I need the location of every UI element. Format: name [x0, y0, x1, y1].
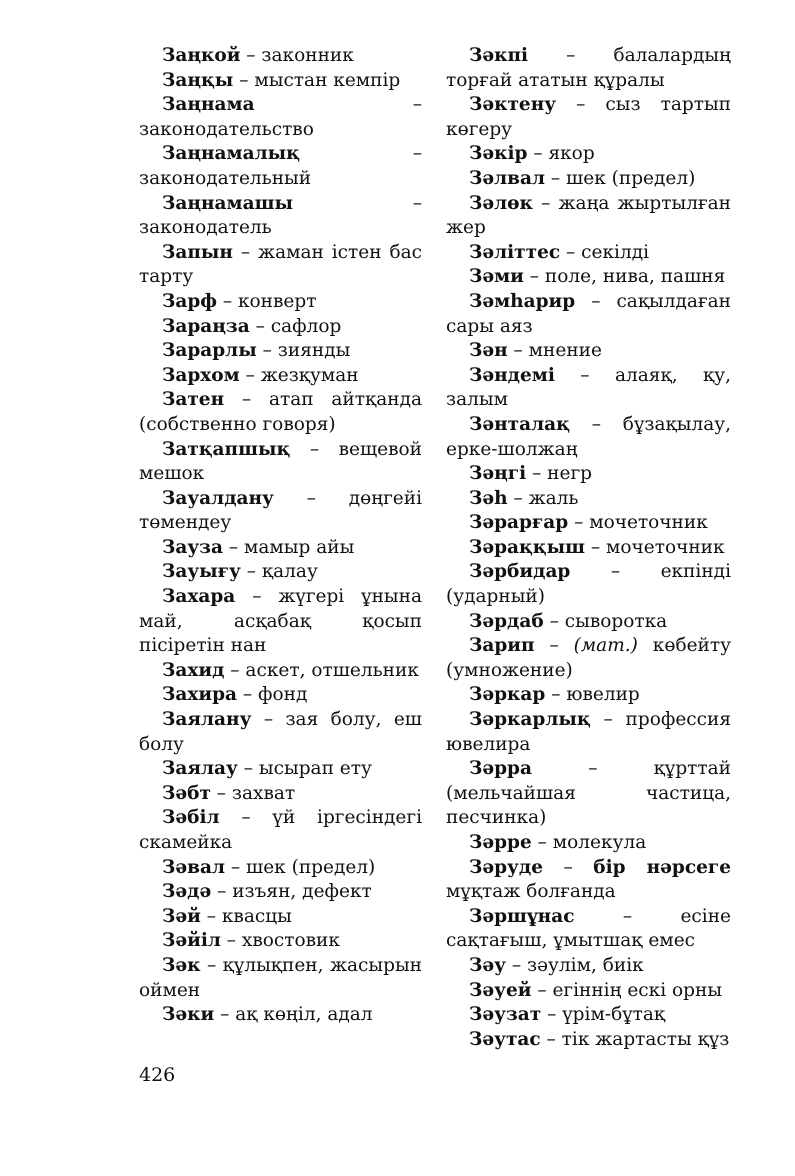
headword: Заңқы: [162, 69, 234, 91]
dictionary-entry: [139, 929, 422, 954]
dictionary-entry: [139, 69, 422, 94]
definition: – негр: [526, 463, 592, 485]
dictionary-entry: [446, 413, 731, 462]
dictionary-entry: [446, 192, 731, 241]
dictionary-entry: [139, 659, 422, 684]
dictionary-entry: [139, 954, 422, 1003]
headword: Зәңгі: [469, 463, 527, 485]
dictionary-entry: [139, 241, 422, 290]
definition: – үй іргесіндегі скамейка: [139, 807, 422, 853]
headword: Зәрбидар: [469, 561, 571, 583]
dictionary-entry: [139, 192, 422, 241]
dictionary-entry: [139, 339, 422, 364]
dictionary-entry: [446, 290, 731, 339]
dictionary-entry: [139, 782, 422, 807]
headword: Зәркар: [469, 684, 546, 706]
dictionary-entry: [446, 265, 731, 290]
dictionary-entry: [139, 142, 422, 191]
definition: – молекула: [531, 832, 647, 853]
right-column: [446, 44, 731, 1052]
definition: – атап айтқанда (собственно говоря): [139, 389, 422, 435]
headword: Зәктену: [469, 94, 557, 116]
definition: – үрім-бұтақ: [541, 1004, 666, 1026]
definition: – шек (предел): [545, 167, 696, 189]
definition: – құрттай (мельчайшая частица, песчинка): [446, 758, 731, 829]
definition: – ысырап ету: [237, 758, 372, 780]
dictionary-entry: [139, 536, 422, 561]
definition: – законник: [240, 45, 354, 66]
definition: – мыстан кемпір: [233, 69, 401, 91]
definition: – құлықпен, жасырын оймен: [139, 954, 422, 1001]
definition: – зиянды: [256, 340, 351, 362]
definition: – тік жартасты құз: [540, 1028, 730, 1050]
definition: – алаяқ, қу, залым: [446, 364, 731, 411]
definition: – балалардың торғай ататын құралы: [446, 45, 731, 91]
dictionary-entry: [446, 241, 731, 266]
headword: Зәми: [469, 266, 524, 288]
headword: Зархом: [162, 364, 240, 386]
dictionary-entry: [446, 364, 731, 413]
definition: – сыз тартып көгеру: [446, 94, 731, 140]
dictionary-entry: [446, 683, 731, 708]
dictionary-entry: [446, 634, 731, 683]
headword: Зәлөк: [469, 192, 533, 214]
definition: – якор: [527, 143, 595, 165]
dictionary-entry: [446, 905, 731, 954]
definition: – дөңгейі төмендеу: [139, 487, 422, 534]
dictionary-entry: [139, 585, 422, 659]
dictionary-entry: [446, 560, 731, 609]
dictionary-entry: [446, 142, 731, 167]
definition: – законодатель: [139, 192, 422, 239]
headword: Зәлвал: [469, 167, 546, 189]
dictionary-entry: [446, 831, 731, 856]
definition: – жезқуман: [239, 364, 359, 386]
grammar-label: (мат.): [573, 635, 638, 657]
definition: – жаңа жыртылған жер: [446, 192, 731, 239]
definition: – квасцы: [200, 905, 292, 927]
definition: – профессия ювелира: [446, 709, 731, 755]
headword: Зәндемі: [469, 364, 555, 386]
headword: Зәуей: [469, 979, 532, 1001]
definition: – мамыр айы: [222, 536, 355, 558]
headword: Зән: [469, 340, 508, 362]
headword: Запын: [162, 241, 233, 263]
dictionary-entry: [446, 339, 731, 364]
dictionary-entry: [446, 856, 731, 905]
dictionary-entry: [446, 708, 731, 757]
headword: Заялану: [162, 709, 252, 731]
headword: Заңнамалық: [162, 143, 300, 165]
headword: Зәрра: [469, 758, 532, 780]
definition: – жүгері ұнына май, асқабақ қосып пісіретін нан: [139, 586, 422, 657]
definition: – законодательство: [139, 94, 422, 140]
definition: –: [534, 635, 574, 657]
dictionary-entry: [446, 610, 731, 635]
dictionary-entry: [446, 1028, 731, 1053]
headword: Зәрре: [469, 832, 532, 853]
definition: – сыворотка: [543, 610, 668, 632]
dictionary-entry: [446, 979, 731, 1004]
definition: – егіннің ескі орны: [531, 979, 723, 1001]
definition: – сафлор: [249, 315, 342, 337]
dictionary-entry: [446, 44, 731, 93]
headword: Зәбт: [162, 782, 211, 804]
headword: Зауалдану: [162, 487, 274, 509]
definition: – жаль: [507, 487, 579, 509]
headword-phrase: бір нәрсеге: [593, 856, 731, 878]
definition: – зәулім, биік: [505, 954, 644, 976]
headword: Зәбіл: [162, 807, 220, 829]
headword: Зәйіл: [162, 930, 221, 952]
dictionary-entry: [446, 462, 731, 487]
headword: Зарип: [469, 635, 535, 657]
headword: Зарф: [162, 290, 217, 312]
dictionary-entry: [139, 290, 422, 315]
dictionary-entry: [139, 806, 422, 855]
left-column: [139, 44, 422, 1028]
dictionary-entry: [139, 44, 422, 69]
dictionary-entry: [139, 388, 422, 437]
dictionary-entry: [446, 536, 731, 561]
definition: – вещевой мешок: [139, 438, 422, 485]
headword: Зәһ: [469, 487, 508, 509]
headword: Захира: [162, 684, 238, 706]
dictionary-entry: [139, 364, 422, 389]
headword: Заңкой: [162, 45, 241, 66]
definition: – хвостовик: [220, 930, 340, 952]
definition: – жаман істен бас тарту: [139, 241, 422, 288]
headword: Затен: [162, 389, 225, 411]
headword: Заңнама: [162, 94, 255, 116]
headword: Захид: [162, 659, 225, 681]
definition: – мнение: [507, 340, 602, 362]
dictionary-entry: [139, 487, 422, 536]
definition: – мочеточник: [568, 512, 708, 534]
dictionary-entry: [139, 1003, 422, 1028]
definition: – изъян, дефект: [211, 881, 372, 903]
dictionary-entry: [139, 856, 422, 881]
headword: Захара: [162, 586, 236, 608]
headword: Зәки: [162, 1004, 215, 1026]
definition: – секілді: [560, 241, 650, 263]
definition: –: [543, 856, 594, 878]
headword: Затқапшық: [162, 438, 291, 460]
definition: – ақ көңіл, адал: [214, 1004, 373, 1026]
headword: Зәвал: [162, 856, 225, 878]
definition: – законодательный: [139, 143, 422, 189]
headword: Зәутас: [469, 1028, 541, 1050]
definition: – шек (предел): [225, 856, 376, 878]
definition: – конверт: [216, 290, 317, 312]
definition: – ювелир: [545, 684, 640, 706]
dictionary-entry: [139, 880, 422, 905]
headword: Зәркарлық: [469, 709, 591, 731]
headword: Зауза: [162, 536, 223, 558]
headword: Зәраққыш: [469, 536, 585, 558]
definition: – поле, нива, пашня: [523, 266, 726, 288]
dictionary-entry: [139, 905, 422, 930]
definition: – зая болу, еш болу: [139, 709, 422, 755]
definition: – бұзақылау, ерке-шолжаң: [446, 413, 731, 460]
definition: – қалау: [240, 561, 318, 583]
dictionary-entry: [446, 1003, 731, 1028]
dictionary-entry: [446, 487, 731, 512]
definition: – мочеточник: [585, 536, 725, 558]
headword: Заңнамашы: [162, 192, 294, 214]
definition: мұқтаж болғанда: [446, 881, 616, 903]
headword: Зәршұнас: [469, 905, 575, 927]
headword: Зауығу: [162, 561, 241, 583]
headword: Зәу: [469, 954, 506, 976]
dictionary-entry: [139, 708, 422, 757]
definition-rest: көбейту (умножение): [446, 635, 731, 681]
dictionary-entry: [446, 93, 731, 142]
dictionary-entry: [139, 315, 422, 340]
headword: Зәрдаб: [469, 610, 544, 632]
definition: – аскет, отшельник: [224, 659, 419, 681]
definition: – захват: [210, 782, 296, 804]
definition: – фонд: [237, 684, 308, 706]
dictionary-entry: [139, 757, 422, 782]
dictionary-entry: [446, 757, 731, 831]
headword: Заялау: [162, 758, 238, 780]
definition: – есіне сақтағыш, ұмытшақ емес: [446, 905, 731, 952]
headword: Зәліттес: [469, 241, 561, 263]
dictionary-entry: [139, 438, 422, 487]
definition: – екпінді (ударный): [446, 561, 731, 608]
dictionary-entry: [139, 93, 422, 142]
headword: Зәрарғар: [469, 512, 569, 534]
dictionary-entry: [446, 954, 731, 979]
definition: – сақылдаған сары аяз: [446, 290, 731, 337]
headword: Зарарлы: [162, 340, 257, 362]
headword: Зәй: [162, 905, 201, 927]
headword: Зәузат: [469, 1004, 542, 1026]
dictionary-entry: [446, 167, 731, 192]
headword: Зәкір: [469, 143, 528, 165]
headword: Зәнталақ: [469, 413, 570, 435]
headword: Зәкпі: [469, 45, 529, 66]
page-number: 426: [139, 1064, 176, 1086]
dictionary-entry: [139, 683, 422, 708]
headword: Зәдә: [162, 881, 212, 903]
dictionary-entry: [446, 511, 731, 536]
headword: Зәмһарир: [469, 290, 576, 312]
headword: Зараңза: [162, 315, 250, 337]
headword: Зәк: [162, 954, 201, 976]
dictionary-entry: [139, 560, 422, 585]
headword: Зәруде: [469, 856, 543, 878]
